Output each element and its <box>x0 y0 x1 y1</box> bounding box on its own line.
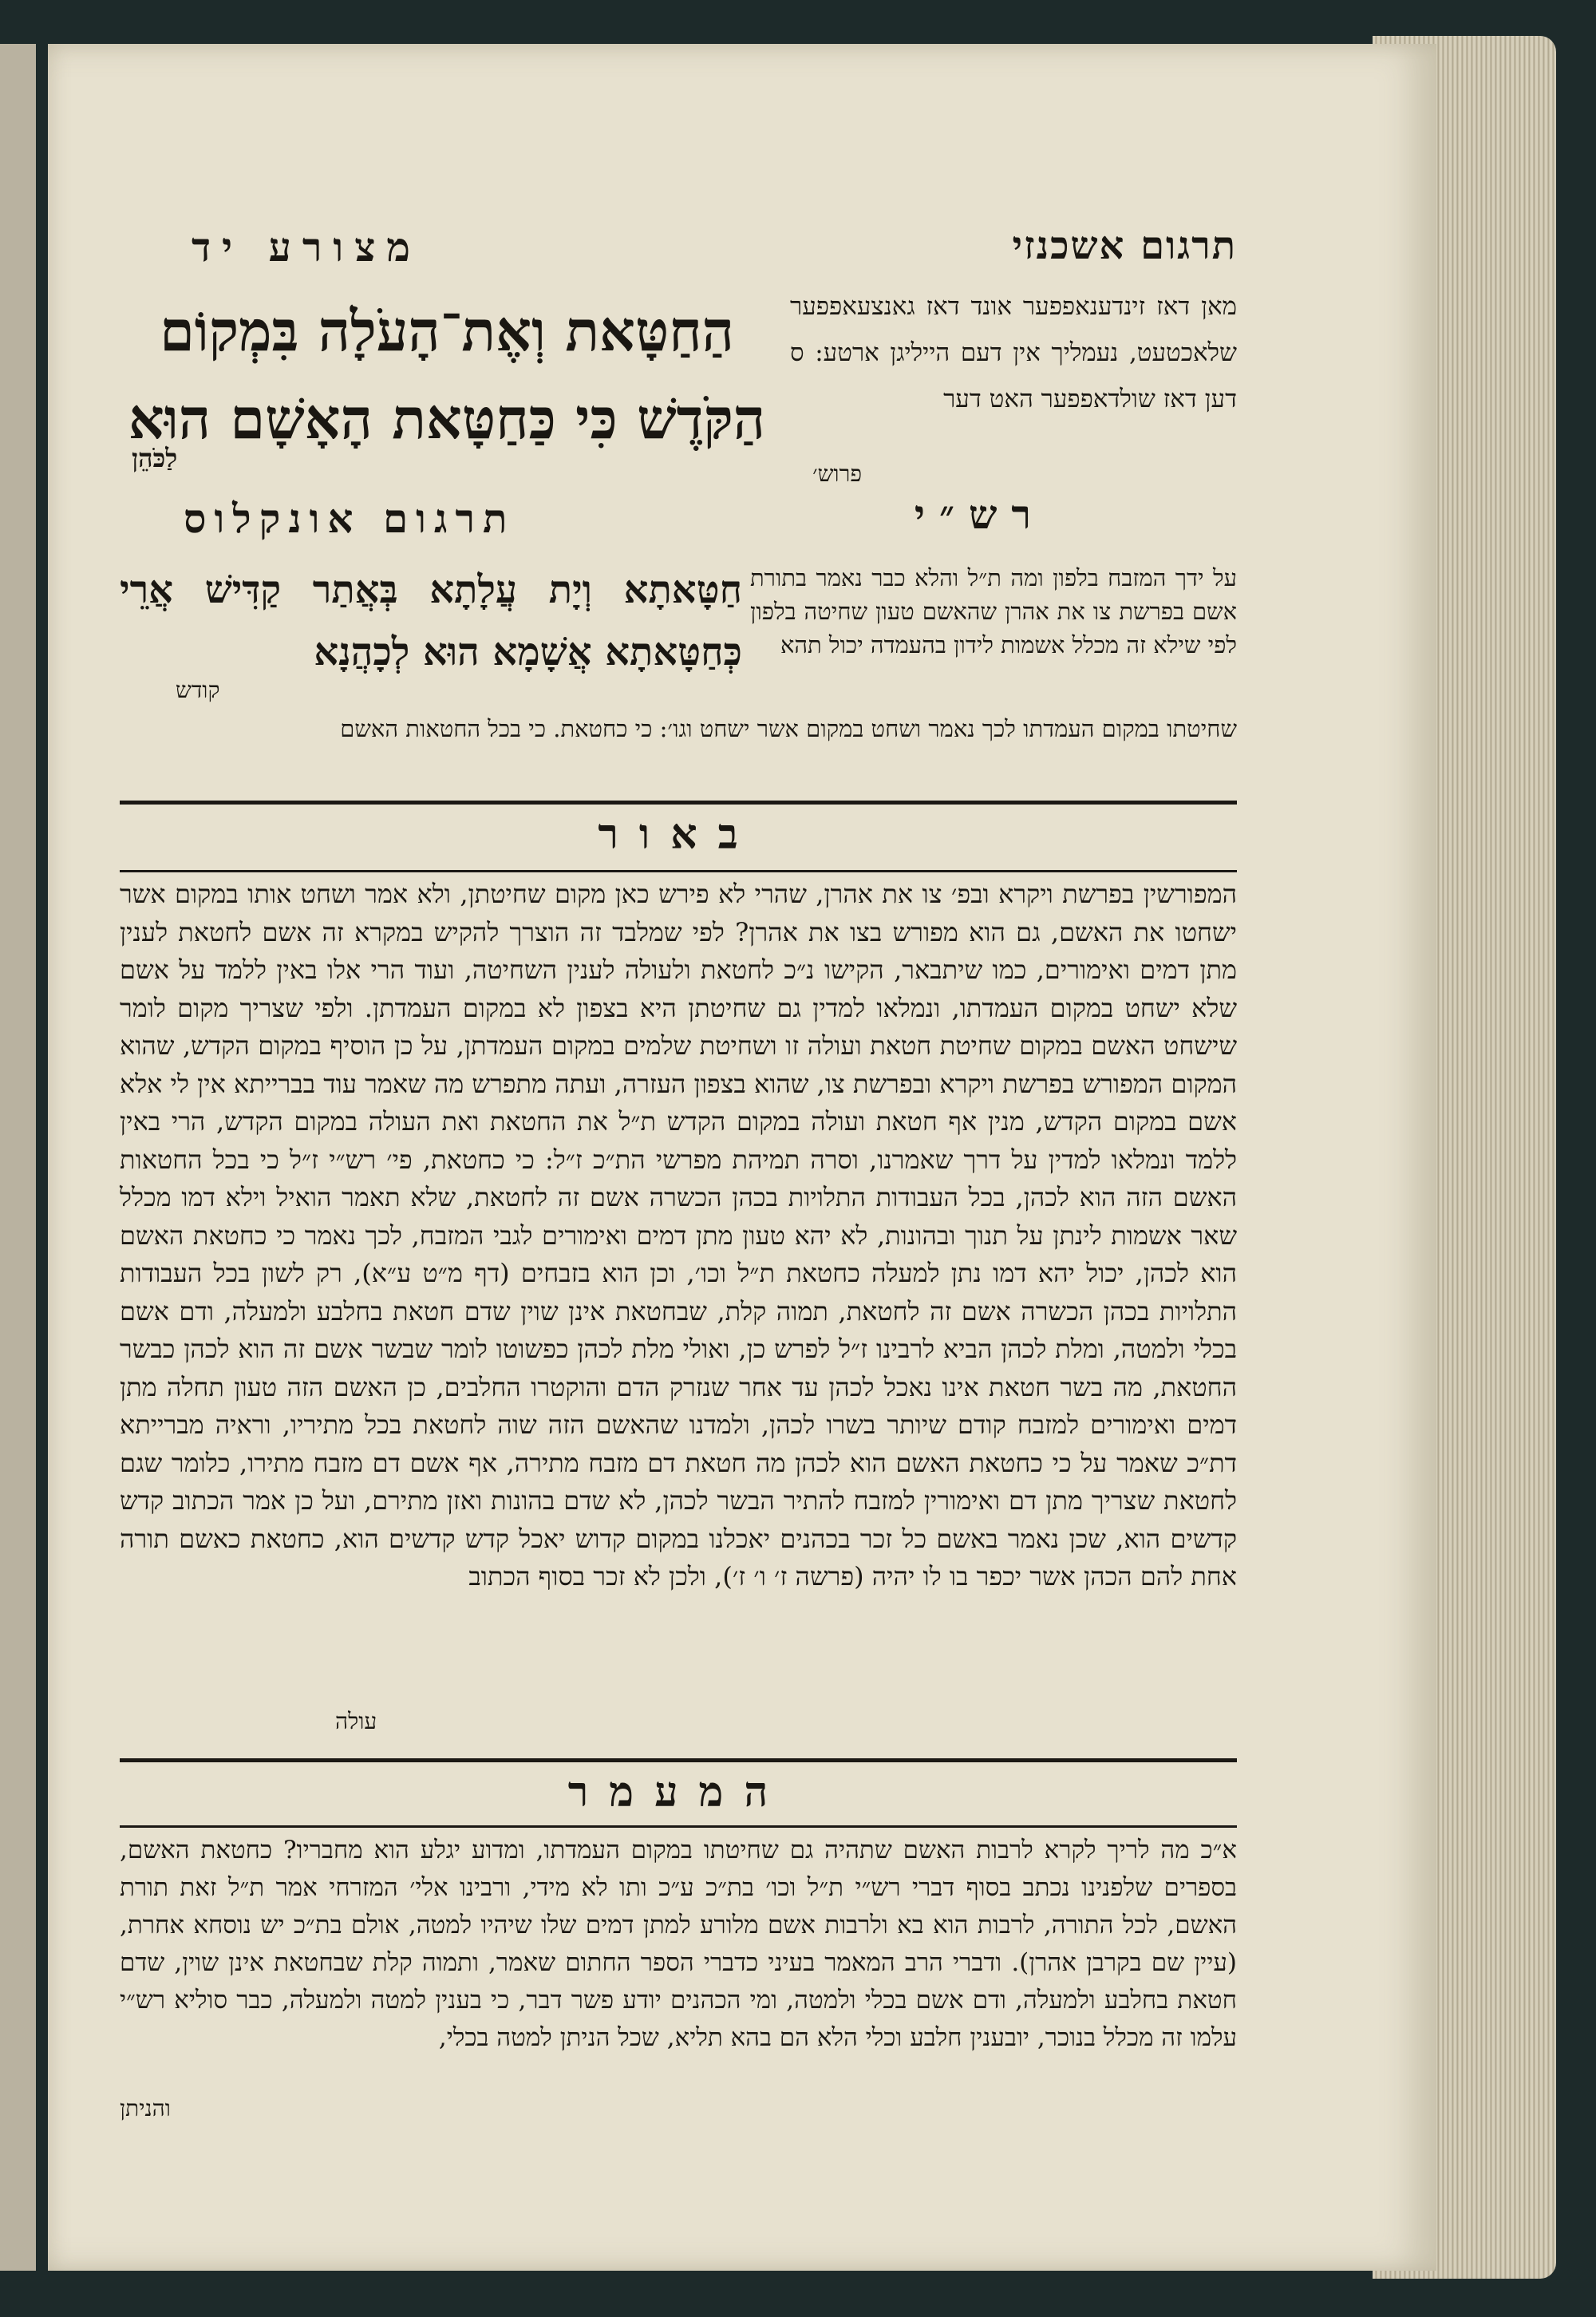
running-header-right: תרגום אשכנזי <box>1012 223 1237 268</box>
verse-continuation: לַכֹּהֵן <box>132 443 178 473</box>
divider-rule-thin <box>120 1825 1237 1828</box>
rashi-heading: רש״י <box>914 491 1045 538</box>
biur-heading: באור <box>598 810 759 859</box>
verse-text: הַחַטָּאת וְאֶת־הָעֹלָה בִּמְקוֹם הַקֹּדֶשׁ כִּי כַּחַטָּאת הָאָשָׁם הוּא <box>128 298 766 452</box>
rashi-commentary: על ידך המזבח בלפון ומה ת״ל והלא כבר נאמר בתורת אשם בפרשת צו את אהרן שהאשם טעון שחיטה בלפון לפי שילא זה מכלל אשמות לידון בהעמדה יכול תהא <box>750 564 1237 658</box>
biur-footer-word: עולה <box>335 1708 377 1734</box>
measef-heading: המעמר <box>567 1768 789 1817</box>
catchword: והניתן <box>120 2095 171 2121</box>
divider-rule <box>120 801 1237 805</box>
onkelos-heading: תרגום אונקלוס <box>184 495 516 542</box>
book-page <box>48 44 1436 2271</box>
yiddish-translation: מאן דאז זינדענאפפער אונד דאז גאנצעאפפער שלאכטעט, נעמליך אין דעם הייליגן ארטע: ס דען דאז שולדאפפער האט דער <box>790 292 1237 413</box>
onkelos-catchword: קודש <box>176 677 220 703</box>
running-header-left: מצורע יד <box>192 223 422 271</box>
pirush-label: פרוש׳ <box>812 461 862 487</box>
divider-rule-thin <box>120 870 1237 872</box>
onkelos-text: חַטָּאתָא וְיָת עֲלָתָא בְּאֲתַר קַדִּישׁ אֲרֵי כְּחַטָּאתָא אֲשָׁמָא הוּא לְכָהֲנָא <box>120 567 742 674</box>
rashi-continuation: שחיטתו במקום העמדתו לכך נאמר ושחט במקום אשר ישחט וגו׳: כי כחטאת. כי בכל החטאות האשם <box>340 715 1237 742</box>
measef-commentary: א״כ מה לריך לקרא לרבות האשם שתהיה גם שחיטתו במקום העמדתו, ומדוע יגלע הוא מחבריו? כחטאת האשם, בספרים שלפנינו נכתב בסוף דברי רש״י ת״ל וכו׳ בת״כ ע״כ ותו לא מידי, ורבינו אלי׳ המזרחי אמר ת״ל זאת תורת האשם, לכל התורה, לרבות הוא בא ולרבות אשם מלורע למתן דמים שלו שיהיו למטה, אולם בת״כ יש נוסחא אחרת, (עיין שם בקרבן אהרן). ודברי הרב המאמר בעיני כדברי הספר החתום שאמר, ותמוה קלת שבחטאת אינן שוין, שדם חטאת בחלבע ולמעלה, ודם אשם בכלי ולמטה, ומי הכהנים יודע פשר דבר, כי בענין למטה ולמעלה, כבר סוליא רש״י עלמו זה מכלל בנוכר, יובענין חלבע וכלי הלא הם בהא תליא, שכל הניתן למטה בכלי, <box>120 1836 1237 2052</box>
previous-page-edge <box>0 44 36 2271</box>
divider-rule <box>120 1758 1237 1762</box>
biur-commentary: המפורשין בפרשת ויקרא ובפ׳ צו את אהרן, שהרי לא פירש כאן מקום שחיטתן, ולא אמר ושחט אותו במקום אשר ישחטו את האשם, גם הוא מפורש בצו את אהרן? לפי שמלבד זה הוצרך להקיש במקרא זה אשם לחטאת לענין מתן דמים ואימורים, כמו שיתבאר, הקישו נ״כ לחטאת ולעולה לענין השחיטה, ועוד הרי אלו באין ללמד על אשם שלא ישחט במקום העמדתו, ונמלאו למדין גם שחיטתן היא בצפון לא במקום העמדתן. ולפי שצריך מקום לומר שישחט האשם במקום שחיטת חטאת ועולה זו ושחיטת שלמים במקום העמדתן, על כן הוסיף במקום הקדש, שהוא המקום המפורש בפרשת ויקרא ובפרשת צו, שהוא בצפון העזרה, ועתה מתפרש מה שאמר עוד בברייתא אין לי אלא אשם במקום הקדש, מנין אף חטאת ועולה במקום הקדש ת״ל את החטאת ואת העולה במקום הקדש, הרי באין ללמד ונמלאו למדין על דרך שאמרנו, וסרה תמיהת מפרשי הת״כ ז״ל: כי כחטאת, פי׳ רש״י ז״ל כי בכל החטאות האשם הזה הוא לכהן, בכל העבודות התלויות בכהן הכשרה אשם זה לחטאת, שלא תאמר הואיל וילא דמו מכלל שאר אשמות לינתן על תנוך ובהונות, לא יהא טעון מתן דמים ואימורים לגבי המזבח, לכך נאמר כי כחטאת האשם הוא לכהן, יכול יהא דמו נתן למעלה כחטאת ת״ל וכו׳, וכן הוא בזבחים (דף מ״ט ע״א), רק לשון בכל העבודות התלויות בכהן הכשרה אשם זה לחטאת, תמוה קלת, שבחטאת אינן שוין שדם חטאת בחלבע ולמעלה, ודם אשם בכלי ולמטה, ומלת לכהן הביא לרבינו ז״ל לפרש כן, ואולי מלת לכהן כפשוטו לומר שבשר אשם זה הוא לכהן כבשר החטאת, מה בשר חטאת אינו נאכל לכהן עד אחר שנזרק הדם והוקטרו החלבים, כן האשם הזה טעון תחלה מתן דמים ואימורים למזבח קודם שיותר בשרו לכהן, ולמדנו שהאשם הזה שוה לחטאת בכל מתיריו, וראיה מברייתא דת״כ שאמר על כי כחטאת האשם הוא לכהן מה חטאת דם מזבח מתירה, אף אשם דם מזבח מתירו, כלומר שגם לחטאת שצריך מתן דם ואימורין למזבח להתיר הבשר לכהן, לא שדם בהונות ואזן מתירם, ועל כן אמר הכתוב קדש קדשים הוא, שכן נאמר באשם כל זכר בכהנים יאכלנו במקום קדוש יאכל קדש קדשים הוא, כחטאת כאשם תורה אחת להם הכהן אשר יכפר בו לו יהיה (פרשה ז׳ ו׳ ז׳), ולכן לא זכר בסוף הכתוב <box>120 879 1238 1591</box>
